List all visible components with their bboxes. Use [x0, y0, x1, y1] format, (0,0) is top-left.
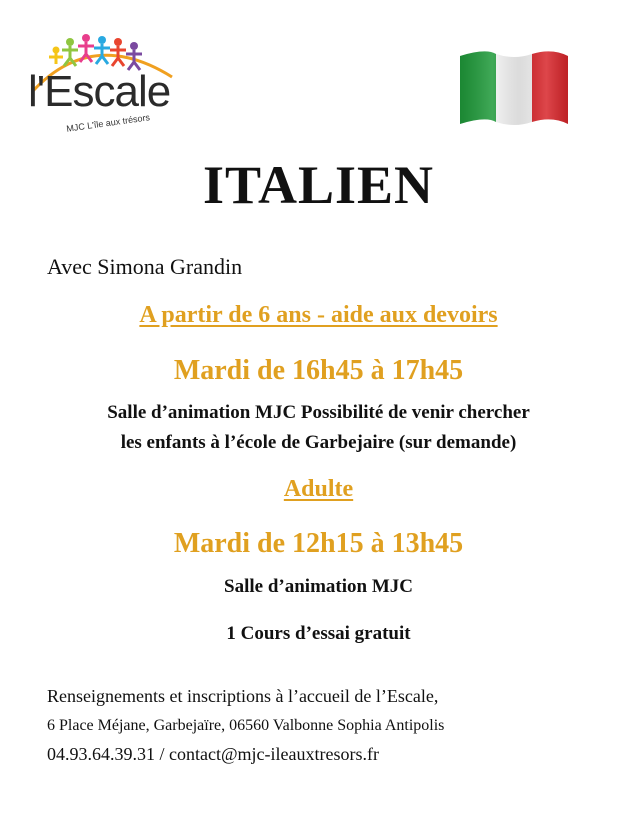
page-title: ITALIEN: [202, 155, 435, 215]
italian-flag-icon: [456, 46, 572, 128]
logo-wordmark: l'Escale: [28, 67, 171, 116]
kids-place-line1: Salle d’animation MJC Possibilité de venir chercher: [107, 402, 530, 423]
adults-schedule: Mardi de 12h15 à 13h45: [173, 528, 464, 559]
kids-place-line2: les enfants à l’école de Garbejaire (sur demande): [120, 432, 517, 453]
trial-course: 1 Cours d’essai gratuit: [226, 623, 411, 644]
escale-logo: [22, 32, 182, 150]
kids-heading: A partir de 6 ans - aide aux devoirs: [139, 302, 498, 328]
contact-line1: Renseignements et inscriptions à l’accueil de l’Escale,: [47, 686, 439, 706]
address-line: 6 Place Méjane, Garbejaïre, 06560 Valbonne Sophia Antipolis: [47, 717, 445, 734]
logo-tagline: MJC L'île aux trésors: [65, 112, 151, 134]
contact-info: [47, 682, 444, 769]
kids-schedule: Mardi de 16h45 à 17h45: [173, 355, 464, 386]
adults-place: Salle d’animation MJC: [224, 576, 413, 597]
teacher-line: Avec Simona Grandin: [47, 254, 243, 279]
contact-phone-email: 04.93.64.39.31 / contact@mjc-ileauxtresors.fr: [47, 744, 379, 764]
adults-heading: Adulte: [283, 476, 354, 502]
